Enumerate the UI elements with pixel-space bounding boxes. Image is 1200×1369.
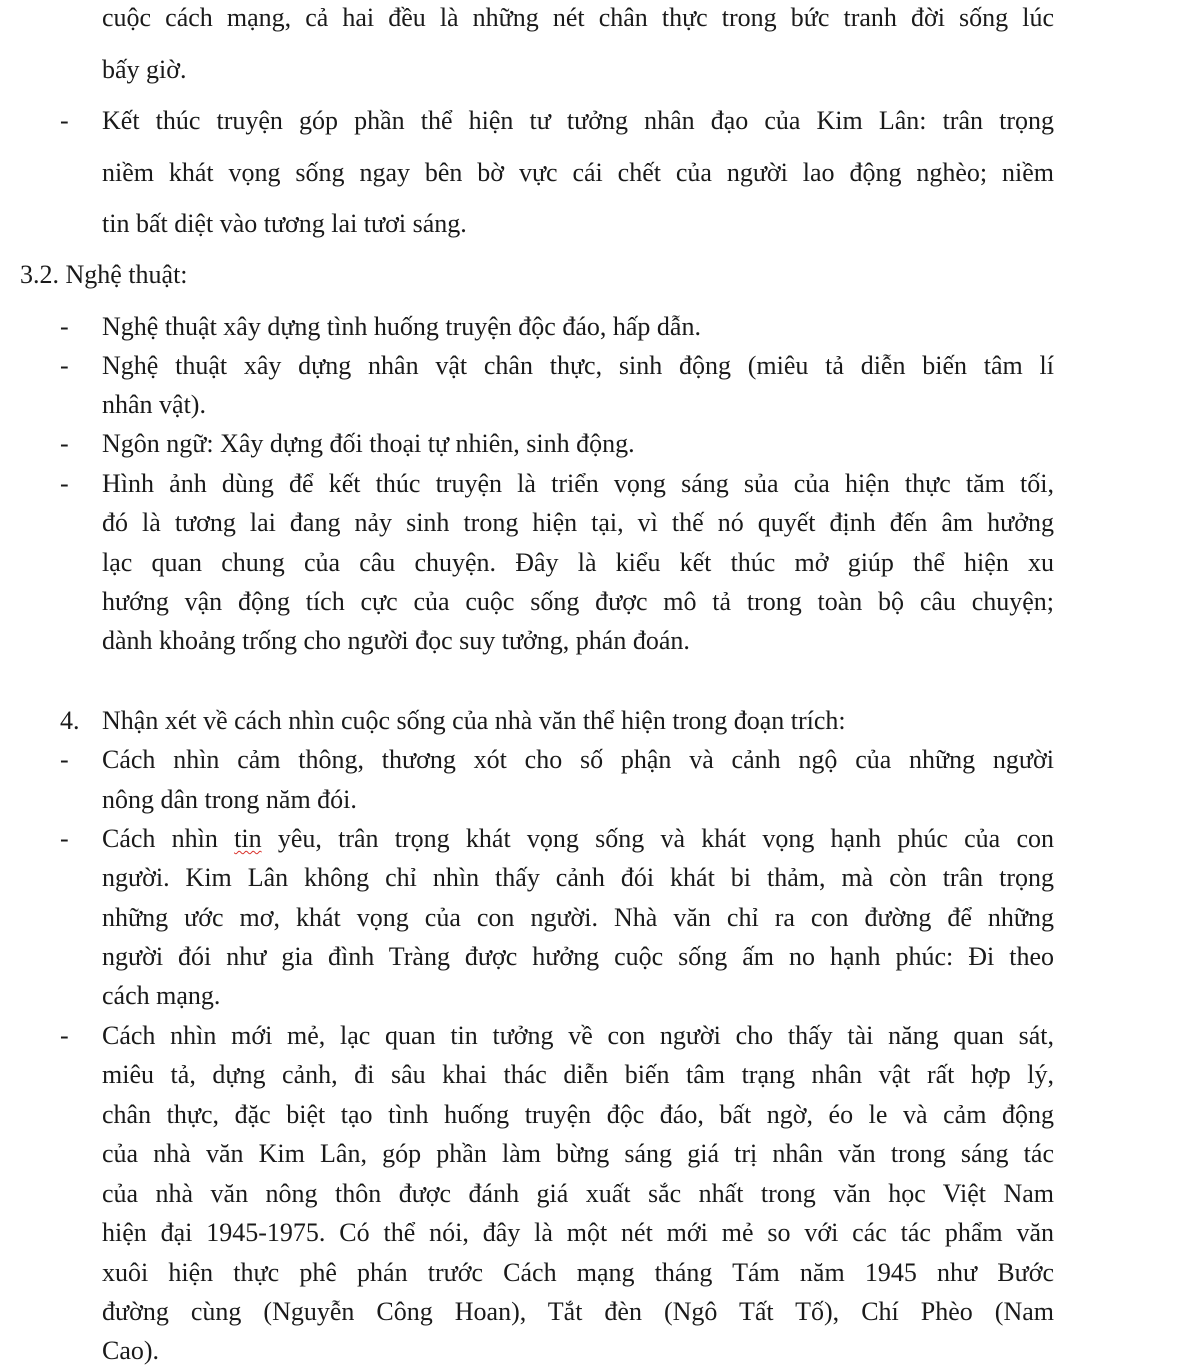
text-run: Cách nhìn — [102, 824, 235, 853]
text-line: của nhà văn nông thôn được đánh giá xuất sắc nhất trong văn học Việt Nam — [102, 1179, 1054, 1208]
text-line: hướng vận động tích cực của cuộc sống được mô tả trong toàn bộ câu chuyện; — [102, 587, 1054, 616]
text-line: lạc quan chung của câu chuyện. Đây là kiểu kết thúc mở giúp thể hiện xu — [102, 548, 1054, 577]
text-line: niềm khát vọng sống ngay bên bờ vực cái chết của người lao động nghèo; niềm — [102, 158, 1054, 187]
text-line: đó là tương lai đang nảy sinh trong hiện tại, vì thế nó quyết định đến âm hưởng — [102, 508, 1054, 537]
section-number-4: 4. — [60, 706, 80, 735]
bullet-dash: - — [60, 1021, 69, 1050]
bullet-dash: - — [60, 351, 69, 380]
text-line: tin bất diệt vào tương lai tươi sáng. — [102, 209, 467, 238]
text-line: bấy giờ. — [102, 55, 187, 84]
text-run: yêu, trân trọng khát vọng sống và khát vọng hạnh phúc của con — [261, 824, 1054, 853]
text-line: nông dân trong năm đói. — [102, 785, 357, 814]
text-line: Nghệ thuật xây dựng tình huống truyện độc đáo, hấp dẫn. — [102, 312, 701, 341]
spellcheck-flagged-word[interactable]: tin — [234, 824, 262, 853]
text-line — [102, 824, 1054, 854]
text-line: những ước mơ, khát vọng của con người. Nhà văn chỉ ra con đường để những — [102, 903, 1054, 932]
section-heading-3-2: 3.2. Nghệ thuật: — [20, 260, 188, 289]
text-line: dành khoảng trống cho người đọc suy tưởng, phán đoán. — [102, 626, 690, 655]
text-line: Kết thúc truyện góp phần thể hiện tư tưởng nhân đạo của Kim Lân: trân trọng — [102, 106, 1054, 135]
text-line: cách mạng. — [102, 981, 221, 1010]
text-line: người. Kim Lân không chỉ nhìn thấy cảnh đói khát bi thảm, mà còn trân trọng — [102, 863, 1054, 892]
text-line: Hình ảnh dùng để kết thúc truyện là triển vọng sáng sủa của hiện thực tăm tối, — [102, 469, 1054, 498]
text-line: Nghệ thuật xây dựng nhân vật chân thực, sinh động (miêu tả diễn biến tâm lí — [102, 351, 1054, 380]
text-line: người đói như gia đình Tràng được hưởng cuộc sống ấm no hạnh phúc: Đi theo — [102, 942, 1054, 971]
text-line: xuôi hiện thực phê phán trước Cách mạng tháng Tám năm 1945 như Bước — [102, 1258, 1054, 1287]
text-line: nhân vật). — [102, 390, 206, 419]
text-line: Ngôn ngữ: Xây dựng đối thoại tự nhiên, sinh động. — [102, 429, 635, 458]
text-line: Cao). — [102, 1336, 160, 1365]
text-line: miêu tả, dựng cảnh, đi sâu khai thác diễn biến tâm trạng nhân vật rất hợp lý, — [102, 1060, 1054, 1089]
text-line: hiện đại 1945-1975. Có thể nói, đây là một nét mới mẻ so với các tác phẩm văn — [102, 1218, 1054, 1247]
text-line: chân thực, đặc biệt tạo tình huống truyện độc đáo, bất ngờ, éo le và cảm động — [102, 1100, 1054, 1129]
text-line: đường cùng (Nguyễn Công Hoan), Tắt đèn (Ngô Tất Tố), Chí Phèo (Nam — [102, 1297, 1054, 1326]
bullet-dash: - — [60, 312, 69, 341]
bullet-dash: - — [60, 106, 69, 135]
bullet-dash: - — [60, 429, 69, 458]
text-line: Cách nhìn mới mẻ, lạc quan tin tưởng về con người cho thấy tài năng quan sát, — [102, 1021, 1054, 1050]
text-line: cuộc cách mạng, cả hai đều là những nét chân thực trong bức tranh đời sống lúc — [102, 3, 1054, 32]
text-line: của nhà văn Kim Lân, góp phần làm bừng sáng giá trị nhân văn trong sáng tác — [102, 1139, 1054, 1168]
bullet-dash: - — [60, 469, 69, 498]
section-heading-4: Nhận xét về cách nhìn cuộc sống của nhà văn thể hiện trong đoạn trích: — [102, 706, 846, 735]
bullet-dash: - — [60, 824, 69, 853]
text-line: Cách nhìn cảm thông, thương xót cho số phận và cảnh ngộ của những người — [102, 745, 1054, 774]
bullet-dash: - — [60, 745, 69, 774]
